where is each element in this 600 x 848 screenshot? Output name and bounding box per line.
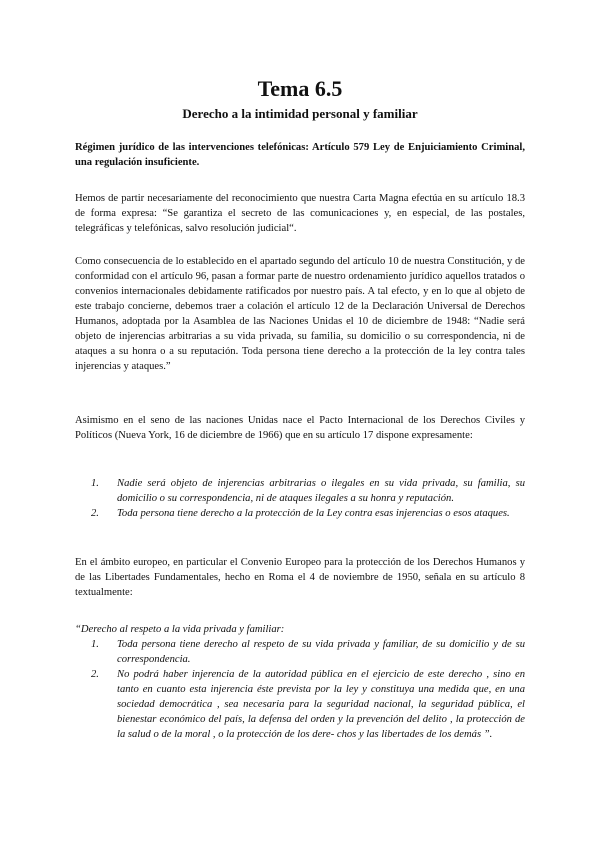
paragraph-constitution: Hemos de partir necesariamente del reconocimiento que nuestra Carta Magna efectúa en su artículo 18.3 de forma expresa: “Se garantiza el secreto de las comunicaciones y, en especial, de las postales, telegráficas y telefónicas, salvo resolución judicial“.	[75, 193, 525, 234]
paragraph-declaration: Como consecuencia de lo establecido en el apartado segundo del artículo 10 de nuestra Constitución, y de conformidad con el artículo 96, pasan a formar parte de nuestro ordenamiento jurídico aquellos tratados o convenios internacionales debidamente ratificados por nuestro país. A tal efecto, y en lo que al objeto de este trabajo concierne, debemos traer a colación el artículo 12 de la Declaración Universal de Derechos Humanos, adoptada por la Asamblea de las Naciones Unidas el 10 de diciembre de 1948: “Nadie será objeto de injerencias arbitrarias a su vida privada, su familia, su domicilio o su correspondencia, ni de ataques a su honra o a su reputación. Toda persona tiene derecho a la protección de la ley contra tales injerencias y ataques.”	[75, 256, 525, 372]
document-subtitle: Derecho a la intimidad personal y familiar	[182, 106, 418, 121]
list-item-text: Nadie será objeto de injerencias arbitrarias o ilegales en su vida privada, su familia, su domicilio o su correspondencia, ni de ataques ilegales a su honra y reputación.	[117, 478, 525, 504]
paragraph-convenio: En el ámbito europeo, en particular el Convenio Europeo para la protección de los Derechos Humanos y de las Libertades Fundamentales, hecho en Roma el 4 de noviembre de 1950, señala en su artículo 8 textualmente:	[75, 557, 525, 598]
list-item	[91, 667, 525, 742]
list-item-text: No podrá haber injerencia de la autoridad pública en el ejercicio de este derecho , sino en tanto en cuanto esta injerencia éste prevista por la ley y constituya una medida que, en una sociedad democrática , sea necesaria para la seguridad nacional, la seguridad pública, el bienestar económico del país, la defensa del orden y la prevención del delito , la protección de la salud o de la moral , o la protección de los dere- chos y las libertades de los demás ”.	[117, 669, 525, 740]
convenio-article-list	[91, 637, 525, 742]
list-item	[91, 506, 525, 521]
list-item-number: 1.	[91, 639, 99, 650]
list-item-number: 2.	[91, 508, 99, 519]
list-item-number: 2.	[91, 669, 99, 680]
pacto-article-list	[91, 476, 525, 521]
document-title: Tema 6.5	[257, 76, 343, 101]
convenio-quote-heading: “Derecho al respeto a la vida privada y familiar:	[75, 624, 285, 635]
paragraph-pacto: Asimismo en el seno de las naciones Unidas nace el Pacto Internacional de los Derechos Civiles y Políticos (Nueva York, 16 de diciembre de 1966) que en su artículo 17 dispone expresamente:	[75, 415, 525, 441]
list-item	[91, 476, 525, 506]
section-heading: Régimen jurídico de las intervenciones telefónicas: Artículo 579 Ley de Enjuiciamiento Criminal, una regulación insuficiente.	[75, 142, 525, 168]
list-item-number: 1.	[91, 478, 99, 489]
list-item	[91, 637, 525, 667]
list-item-text: Toda persona tiene derecho al respeto de su vida privada y familiar, de su domicilio y de su correspondencia.	[117, 639, 525, 665]
list-item-text: Toda persona tiene derecho a la protección de la Ley contra esas injerencias o esos ataques.	[117, 508, 510, 519]
